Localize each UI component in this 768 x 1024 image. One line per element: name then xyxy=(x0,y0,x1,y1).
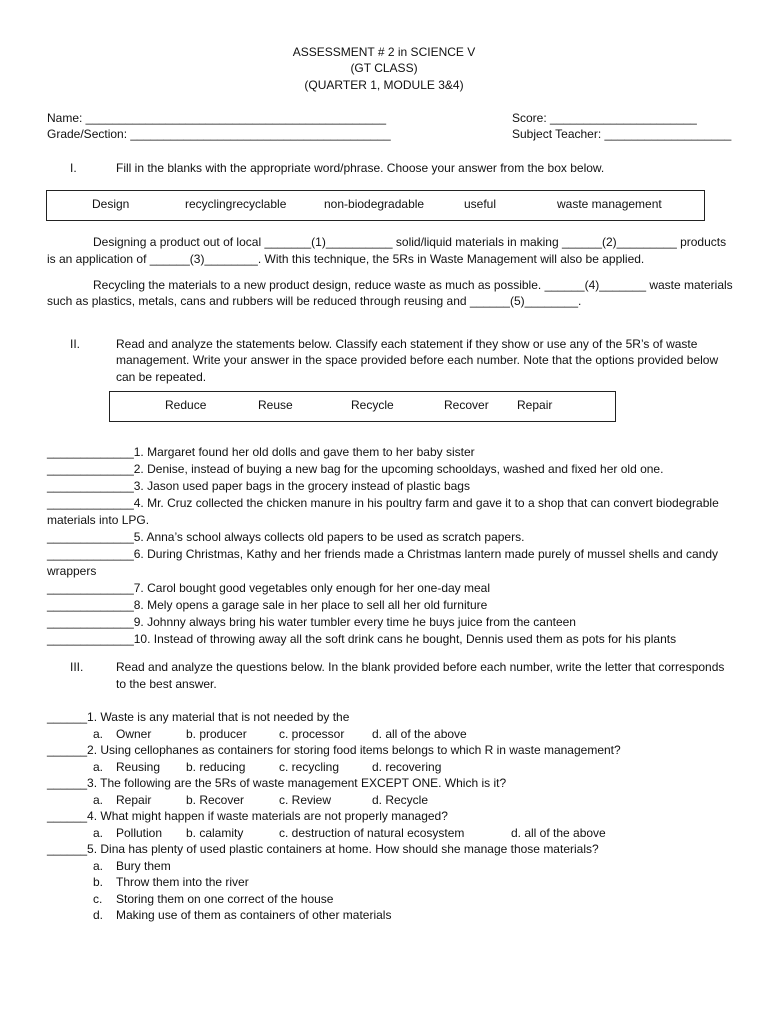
paragraph-line: Designing a product out of local _______(1)__________ solid/liquid materials in making ______(2)_________ products xyxy=(93,235,727,249)
option-letter: a. xyxy=(93,760,104,774)
choice-item: useful xyxy=(464,197,497,211)
part3-number: III. xyxy=(70,660,84,674)
part2-choice-box xyxy=(109,391,616,422)
part3-instruction: Read and analyze the questions below. In the blank provided before each number, write the letter that corresponds xyxy=(116,660,725,674)
statement-item: _____________10. Instead of throwing away all the soft drink cans he bought, Dennis used them as pots for his plants xyxy=(47,632,677,646)
option-text: Bury them xyxy=(116,859,171,873)
statement-item: _____________9. Johnny always bring his water tumbler every time he buys juice from the canteen xyxy=(47,615,576,629)
choice-item: Reuse xyxy=(258,398,293,412)
statement-item: _____________4. Mr. Cruz collected the chicken manure in his poultry farm and gave it to a shop that can convert biodegrable xyxy=(47,496,719,510)
score-field: Score: ______________________ xyxy=(512,111,697,125)
option-text: b. calamity xyxy=(186,826,244,840)
part2-instruction: can be repeated. xyxy=(116,370,207,384)
option-letter: c. xyxy=(93,892,103,906)
name-field: Name: _____________________________________________ xyxy=(47,111,386,125)
question-5: ______5. Dina has plenty of used plastic containers at home. How should she manage those materials? xyxy=(47,842,599,856)
option-text: b. Recover xyxy=(186,793,245,807)
option-text: Owner xyxy=(116,727,152,741)
question-2: ______2. Using cellophanes as containers for storing food items belongs to which R in waste management? xyxy=(47,743,621,757)
statement-item-continued: wrappers xyxy=(47,564,97,578)
option-text: Repair xyxy=(116,793,152,807)
option-text: Reusing xyxy=(116,760,161,774)
option-text: Pollution xyxy=(116,826,163,840)
part1-number: I. xyxy=(70,161,77,175)
paragraph-line: is an application of ______(3)________. With this technique, the 5Rs in Waste Management will also be applied. xyxy=(47,252,645,266)
option-text: c. Review xyxy=(279,793,332,807)
page-quarter: (QUARTER 1, MODULE 3&4) xyxy=(304,78,464,92)
option-text: c. processor xyxy=(279,727,345,741)
part2-number: II. xyxy=(70,337,81,351)
subject-teacher-field: Subject Teacher: ___________________ xyxy=(512,127,732,141)
option-letter: a. xyxy=(93,859,104,873)
option-text: d. all of the above xyxy=(372,727,467,741)
choice-item: Recycle xyxy=(351,398,394,412)
option-text: d. recovering xyxy=(372,760,442,774)
option-letter: d. xyxy=(93,908,104,922)
part1-choice-box xyxy=(46,190,705,221)
statement-item-continued: materials into LPG. xyxy=(47,513,150,527)
part1-instruction: Fill in the blanks with the appropriate word/phrase. Choose your answer from the box below. xyxy=(116,161,605,175)
option-text: Throw them into the river xyxy=(116,875,249,889)
option-text: d. Recycle xyxy=(372,793,429,807)
choice-item: non-biodegradable xyxy=(324,197,425,211)
statement-item: _____________3. Jason used paper bags in the grocery instead of plastic bags xyxy=(47,479,470,493)
question-4: ______4. What might happen if waste materials are not properly managed? xyxy=(47,809,448,823)
statement-item: _____________2. Denise, instead of buying a new bag for the upcoming schooldays, washed and fixed her old one. xyxy=(47,462,664,476)
statement-item: _____________5. Anna’s school always collects old papers to be used as scratch papers. xyxy=(47,530,525,544)
statement-item: _____________1. Margaret found her old dolls and gave them to her baby sister xyxy=(47,445,475,459)
option-text: c. destruction of natural ecosystem xyxy=(279,826,465,840)
part2-items xyxy=(47,444,727,648)
option-letter: b. xyxy=(93,875,104,889)
choice-item: Repair xyxy=(517,398,553,412)
choice-item: Reduce xyxy=(165,398,207,412)
statement-item: _____________6. During Christmas, Kathy and her friends made a Christmas lantern made purely of mussel shells and candy xyxy=(47,547,719,561)
grade-section-field: Grade/Section: _______________________________________ xyxy=(47,127,391,141)
question-1: ______1. Waste is any material that is not needed by the xyxy=(47,710,350,724)
statement-item: _____________7. Carol bought good vegetables only enough for her one-day meal xyxy=(47,581,491,595)
page-title: ASSESSMENT # 2 in SCIENCE V xyxy=(292,45,476,59)
option-text: d. all of the above xyxy=(511,826,606,840)
option-text: Storing them on one correct of the house xyxy=(116,892,334,906)
option-text: b. producer xyxy=(186,727,247,741)
part2-instruction: Read and analyze the statements below. Classify each statement if they show or use any of the 5R’s of waste xyxy=(116,337,698,351)
part3-instruction: to the best answer. xyxy=(116,677,217,691)
option-text: Making use of them as containers of other materials xyxy=(116,908,392,922)
page-subtitle: (GT CLASS) xyxy=(350,61,418,75)
choice-item: waste management xyxy=(557,197,662,211)
paragraph-line: Recycling the materials to a new product design, reduce waste as much as possible. ______(4)_______ waste materials xyxy=(93,278,733,292)
option-letter: a. xyxy=(93,727,104,741)
part2-instruction: management. Write your answer in the space provided before each number. Note that the options provided below xyxy=(116,353,719,367)
choice-item: Design xyxy=(92,197,130,211)
choice-item: Recover xyxy=(444,398,489,412)
paragraph-line: such as plastics, metals, cans and rubbers will be reduced through reusing and ______(5)________. xyxy=(47,294,582,308)
option-letter: a. xyxy=(93,793,104,807)
question-3: ______3. The following are the 5Rs of waste management EXCEPT ONE. Which is it? xyxy=(47,776,507,790)
statement-item: _____________8. Mely opens a garage sale in her place to sell all her old furniture xyxy=(47,598,488,612)
choice-item: recyclingrecyclable xyxy=(185,197,287,211)
option-letter: a. xyxy=(93,826,104,840)
option-text: b. reducing xyxy=(186,760,246,774)
option-text: c. recycling xyxy=(279,760,340,774)
